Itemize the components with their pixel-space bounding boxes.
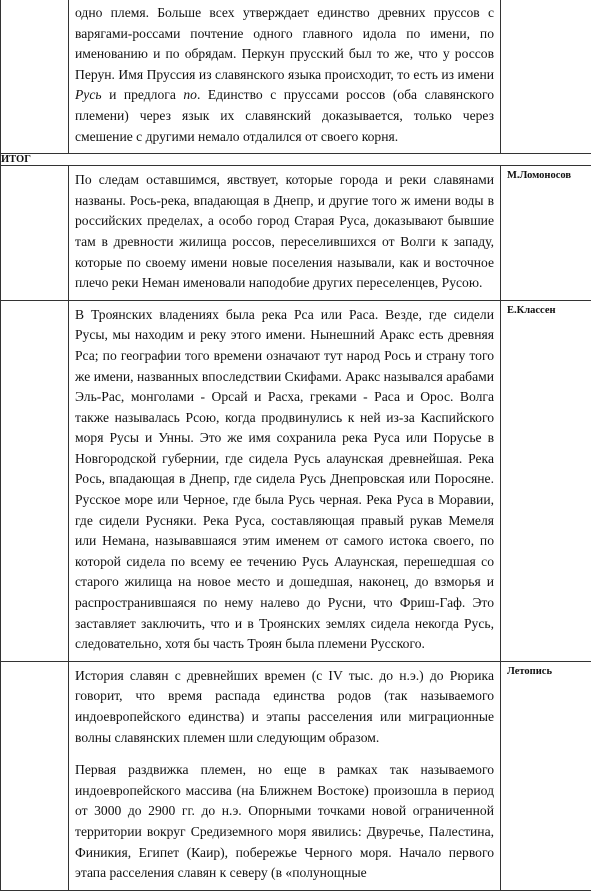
table-row [1, 0, 591, 154]
author-cell [501, 300, 591, 661]
paragraph: По следам оставшимся, явствует, которые города и реки славянами названы. Рось-река, впадающая в Днепр, и другие того ж имени воды в российских пределах, а особо город Старая Руса, доказывают бывшие там в древности жилища россов, переселившихся от Волги к западу, которые по своему имени новые поселения называли, как и восточное плечо реки Неман именовали наподобие других переселенцев, Русою. [75, 170, 494, 294]
author-name: М.Ломоносов [501, 166, 591, 185]
italic-run: по [183, 87, 197, 102]
row-text [69, 301, 500, 661]
paragraph: Первая раздвижка племен, но еще в рамках так называемого индоевропейского массива (на Ближнем Востоке) произошла в период от 3000 до 2900 гг. до н.э. Опорными точками новой ограниченной территории вокруг Средиземного моря явились: Двуречье, Палестина, Финикия, Египет (Каир), побережье Черного моря. Начало первого этапа расселения славян к северу (в «полунощные [75, 760, 494, 884]
text-cell [69, 661, 501, 890]
text-run: одно племя. Больше всех утверждает единство древних пруссов с варягами-россами почтение одного главного идола по имени, по именованию и по обрядам. Перкун прусский был то же, что у россов Перун. Имя Пруссия из славянского языка происходит, то есть из имени [75, 5, 494, 82]
label-cell [1, 0, 69, 154]
paragraph [75, 3, 494, 147]
table-row [1, 166, 591, 301]
text-cell [69, 166, 501, 301]
author-cell [501, 0, 591, 154]
paragraph: История славян с древнейших времен (с IV тыс. до н.э.) до Рюрика говорит, что время распада единства родов (так называемого индоевропейского единства) и этапы расселения или миграционные волны славянских племен шли следующим образом. [75, 666, 494, 748]
author-cell [501, 166, 591, 301]
label-cell [1, 166, 69, 301]
author-name: Летопись [501, 662, 591, 681]
text-cell [69, 0, 501, 154]
row-text [69, 662, 500, 890]
author-name: Е.Классен [501, 301, 591, 320]
label-cell [1, 661, 69, 890]
summary-label: ИТОГ [1, 154, 591, 166]
text-run: и предлога [102, 87, 184, 102]
author-cell [501, 661, 591, 890]
text-cell [69, 300, 501, 661]
row-text [69, 0, 500, 153]
table-row [1, 661, 591, 890]
row-text [69, 166, 500, 300]
text-run: . Единство с пруссами россов (оба славянского племени) через язык их славянский доказывается, только через смешение с другими немало отдалился от своего корня. [75, 87, 494, 143]
paragraph: В Троянских владениях была река Рса или Раса. Везде, где сидели Русы, мы находим и реку этого имени. Нынешний Аракс есть древняя Рса; по географии того времени означают тут народ Рось и страну того же имени, названных впоследствии Скифами. Аракс назывался арабами Эль-Рас, монголами - Орсай и Расха, греками - Раса и Орос. Волга также называлась Рсою, когда продвинулись к ней из-за Каспийского моря Русы и Унны. Это же имя сохранила река Руса или Порусье в Новгородской губернии, где сидела Русь алаунская древнейшая. Река Рось, впадающая в Днепр, где сидела Русь Днепровская или Поросяне. Русское море или Черное, где была Русь черная. Река Руса в Моравии, где сидели Русняки. Река Руса, составляющая правый рукав Мемеля или Немана, называвшаяся этим именем от самого истока своего, по которой сидела по всему ее течению Русь Алаунская, перешедшая со старого жилища на новое место и дошедшая, наконец, до взморья и распространившаяся по нему налево до Русни, что Фриш-Гаф. Это заставляет заключить, что и в Троянских землях сидела некогда Русь, следовательно, хотя бы часть Троян была племени Русского. [75, 305, 494, 655]
label-cell [1, 300, 69, 661]
italic-run: Русь [75, 87, 102, 102]
table-row [1, 300, 591, 661]
summary-row [1, 154, 591, 166]
